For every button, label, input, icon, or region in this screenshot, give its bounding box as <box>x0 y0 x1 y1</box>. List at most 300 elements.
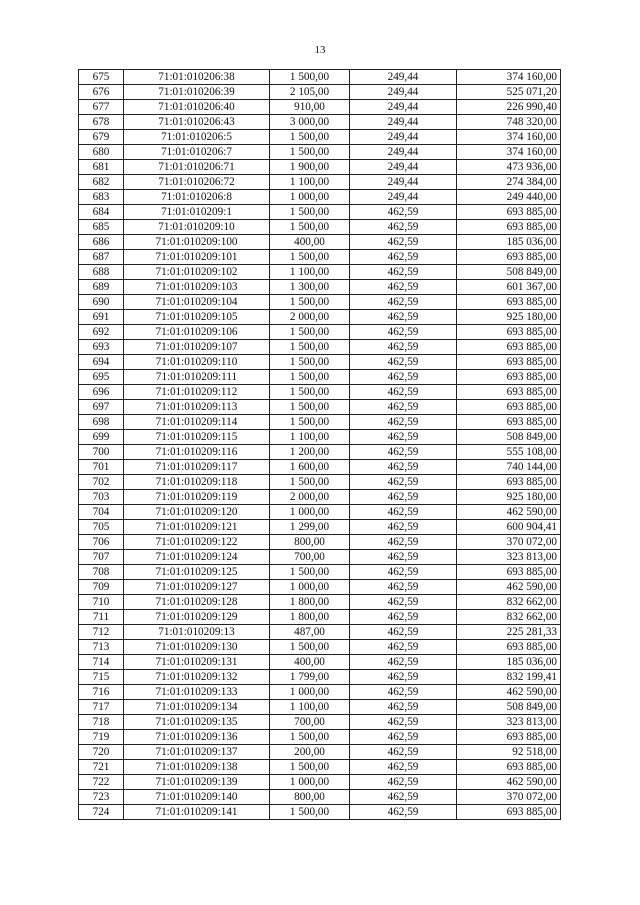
cadastral-number-cell: 71:01:010209:113 <box>124 400 270 415</box>
row-number-cell: 687 <box>79 250 124 265</box>
rate-cell: 249,44 <box>350 85 457 100</box>
rate-cell: 462,59 <box>350 790 457 805</box>
table-row <box>79 625 561 640</box>
area-cell: 1 500,00 <box>270 730 350 745</box>
value-cell: 508 849,00 <box>457 700 561 715</box>
row-number-cell: 690 <box>79 295 124 310</box>
area-cell: 1 100,00 <box>270 175 350 190</box>
table-row <box>79 130 561 145</box>
table-row <box>79 205 561 220</box>
value-cell: 693 885,00 <box>457 205 561 220</box>
rate-cell: 462,59 <box>350 385 457 400</box>
area-cell: 1 000,00 <box>270 580 350 595</box>
value-cell: 274 384,00 <box>457 175 561 190</box>
cadastral-number-cell: 71:01:010209:104 <box>124 295 270 310</box>
area-cell: 1 500,00 <box>270 325 350 340</box>
area-cell: 1 500,00 <box>270 340 350 355</box>
area-cell: 1 500,00 <box>270 760 350 775</box>
value-cell: 462 590,00 <box>457 775 561 790</box>
table-row <box>79 175 561 190</box>
cadastral-number-cell: 71:01:010206:72 <box>124 175 270 190</box>
rate-cell: 249,44 <box>350 130 457 145</box>
table-row <box>79 115 561 130</box>
table-row <box>79 325 561 340</box>
cadastral-number-cell: 71:01:010206:71 <box>124 160 270 175</box>
table-row <box>79 790 561 805</box>
value-cell: 693 885,00 <box>457 370 561 385</box>
area-cell: 910,00 <box>270 100 350 115</box>
row-number-cell: 677 <box>79 100 124 115</box>
table-row <box>79 655 561 670</box>
table-row <box>79 310 561 325</box>
row-number-cell: 705 <box>79 520 124 535</box>
row-number-cell: 679 <box>79 130 124 145</box>
cadastral-number-cell: 71:01:010209:121 <box>124 520 270 535</box>
row-number-cell: 693 <box>79 340 124 355</box>
rate-cell: 462,59 <box>350 265 457 280</box>
cadastral-number-cell: 71:01:010206:8 <box>124 190 270 205</box>
row-number-cell: 699 <box>79 430 124 445</box>
table-row <box>79 190 561 205</box>
area-cell: 1 500,00 <box>270 640 350 655</box>
row-number-cell: 724 <box>79 805 124 820</box>
row-number-cell: 680 <box>79 145 124 160</box>
area-cell: 1 500,00 <box>270 415 350 430</box>
rate-cell: 462,59 <box>350 775 457 790</box>
rate-cell: 462,59 <box>350 685 457 700</box>
cadastral-number-cell: 71:01:010209:114 <box>124 415 270 430</box>
cadastral-number-cell: 71:01:010209:125 <box>124 565 270 580</box>
rate-cell: 462,59 <box>350 430 457 445</box>
area-cell: 1 500,00 <box>270 130 350 145</box>
value-cell: 693 885,00 <box>457 250 561 265</box>
value-cell: 925 180,00 <box>457 490 561 505</box>
area-cell: 1 000,00 <box>270 685 350 700</box>
row-number-cell: 704 <box>79 505 124 520</box>
area-cell: 1 500,00 <box>270 565 350 580</box>
table-row <box>79 715 561 730</box>
cadastral-number-cell: 71:01:010209:111 <box>124 370 270 385</box>
table-row <box>79 250 561 265</box>
value-cell: 555 108,00 <box>457 445 561 460</box>
row-number-cell: 689 <box>79 280 124 295</box>
row-number-cell: 707 <box>79 550 124 565</box>
table-body <box>79 70 561 820</box>
rate-cell: 462,59 <box>350 310 457 325</box>
cadastral-number-cell: 71:01:010209:107 <box>124 340 270 355</box>
rate-cell: 462,59 <box>350 475 457 490</box>
table-row <box>79 385 561 400</box>
value-cell: 693 885,00 <box>457 400 561 415</box>
value-cell: 525 071,20 <box>457 85 561 100</box>
row-number-cell: 702 <box>79 475 124 490</box>
table-row <box>79 85 561 100</box>
cadastral-number-cell: 71:01:010209:140 <box>124 790 270 805</box>
rate-cell: 249,44 <box>350 100 457 115</box>
cadastral-number-cell: 71:01:010209:101 <box>124 250 270 265</box>
value-cell: 370 072,00 <box>457 790 561 805</box>
rate-cell: 462,59 <box>350 625 457 640</box>
area-cell: 1 500,00 <box>270 70 350 85</box>
row-number-cell: 710 <box>79 595 124 610</box>
table-row <box>79 535 561 550</box>
cadastral-number-cell: 71:01:010206:7 <box>124 145 270 160</box>
area-cell: 2 000,00 <box>270 490 350 505</box>
value-cell: 601 367,00 <box>457 280 561 295</box>
rate-cell: 462,59 <box>350 670 457 685</box>
table-row <box>79 475 561 490</box>
cadastral-number-cell: 71:01:010206:38 <box>124 70 270 85</box>
rate-cell: 462,59 <box>350 640 457 655</box>
table-row <box>79 370 561 385</box>
row-number-cell: 711 <box>79 610 124 625</box>
table-row <box>79 640 561 655</box>
cadastral-number-cell: 71:01:010209:13 <box>124 625 270 640</box>
area-cell: 1 300,00 <box>270 280 350 295</box>
cadastral-number-cell: 71:01:010209:102 <box>124 265 270 280</box>
row-number-cell: 684 <box>79 205 124 220</box>
value-cell: 693 885,00 <box>457 355 561 370</box>
table-row <box>79 280 561 295</box>
table-row <box>79 760 561 775</box>
row-number-cell: 700 <box>79 445 124 460</box>
row-number-cell: 692 <box>79 325 124 340</box>
cadastral-number-cell: 71:01:010209:127 <box>124 580 270 595</box>
row-number-cell: 716 <box>79 685 124 700</box>
area-cell: 1 500,00 <box>270 295 350 310</box>
cadastral-number-cell: 71:01:010209:106 <box>124 325 270 340</box>
area-cell: 1 100,00 <box>270 430 350 445</box>
value-cell: 693 885,00 <box>457 640 561 655</box>
value-cell: 693 885,00 <box>457 295 561 310</box>
cadastral-number-cell: 71:01:010209:131 <box>124 655 270 670</box>
table-row <box>79 235 561 250</box>
area-cell: 3 000,00 <box>270 115 350 130</box>
table-row <box>79 415 561 430</box>
value-cell: 693 885,00 <box>457 340 561 355</box>
row-number-cell: 694 <box>79 355 124 370</box>
value-cell: 473 936,00 <box>457 160 561 175</box>
rate-cell: 462,59 <box>350 715 457 730</box>
table-row <box>79 265 561 280</box>
row-number-cell: 681 <box>79 160 124 175</box>
value-cell: 374 160,00 <box>457 130 561 145</box>
value-cell: 832 662,00 <box>457 595 561 610</box>
area-cell: 800,00 <box>270 535 350 550</box>
rate-cell: 462,59 <box>350 550 457 565</box>
table-row <box>79 670 561 685</box>
table-row <box>79 220 561 235</box>
table-row <box>79 700 561 715</box>
value-cell: 323 813,00 <box>457 715 561 730</box>
rate-cell: 462,59 <box>350 535 457 550</box>
rate-cell: 462,59 <box>350 460 457 475</box>
table-row <box>79 340 561 355</box>
value-cell: 374 160,00 <box>457 145 561 160</box>
cadastral-number-cell: 71:01:010209:130 <box>124 640 270 655</box>
row-number-cell: 721 <box>79 760 124 775</box>
cadastral-number-cell: 71:01:010209:138 <box>124 760 270 775</box>
area-cell: 1 500,00 <box>270 400 350 415</box>
row-number-cell: 696 <box>79 385 124 400</box>
area-cell: 1 799,00 <box>270 670 350 685</box>
cadastral-number-cell: 71:01:010209:124 <box>124 550 270 565</box>
rate-cell: 462,59 <box>350 505 457 520</box>
row-number-cell: 718 <box>79 715 124 730</box>
page-number: 13 <box>314 44 326 56</box>
row-number-cell: 686 <box>79 235 124 250</box>
area-cell: 400,00 <box>270 235 350 250</box>
value-cell: 323 813,00 <box>457 550 561 565</box>
value-cell: 832 199,41 <box>457 670 561 685</box>
row-number-cell: 714 <box>79 655 124 670</box>
table-row <box>79 805 561 820</box>
area-cell: 1 100,00 <box>270 700 350 715</box>
rate-cell: 462,59 <box>350 295 457 310</box>
table-row <box>79 595 561 610</box>
cadastral-number-cell: 71:01:010209:103 <box>124 280 270 295</box>
area-cell: 1 100,00 <box>270 265 350 280</box>
value-cell: 508 849,00 <box>457 430 561 445</box>
rate-cell: 249,44 <box>350 145 457 160</box>
cadastral-number-cell: 71:01:010206:5 <box>124 130 270 145</box>
rate-cell: 462,59 <box>350 595 457 610</box>
rate-cell: 462,59 <box>350 760 457 775</box>
cadastral-number-cell: 71:01:010209:139 <box>124 775 270 790</box>
cadastral-number-cell: 71:01:010206:43 <box>124 115 270 130</box>
area-cell: 1 500,00 <box>270 220 350 235</box>
value-cell: 693 885,00 <box>457 730 561 745</box>
cadastral-number-cell: 71:01:010209:1 <box>124 205 270 220</box>
value-cell: 225 281,33 <box>457 625 561 640</box>
cadastral-number-cell: 71:01:010209:10 <box>124 220 270 235</box>
row-number-cell: 723 <box>79 790 124 805</box>
value-cell: 462 590,00 <box>457 580 561 595</box>
rate-cell: 462,59 <box>350 490 457 505</box>
rate-cell: 249,44 <box>350 70 457 85</box>
rate-cell: 462,59 <box>350 400 457 415</box>
area-cell: 1 900,00 <box>270 160 350 175</box>
row-number-cell: 709 <box>79 580 124 595</box>
value-cell: 185 036,00 <box>457 235 561 250</box>
table-row <box>79 775 561 790</box>
rate-cell: 462,59 <box>350 250 457 265</box>
rate-cell: 462,59 <box>350 280 457 295</box>
row-number-cell: 685 <box>79 220 124 235</box>
row-number-cell: 675 <box>79 70 124 85</box>
table-row <box>79 490 561 505</box>
area-cell: 1 000,00 <box>270 505 350 520</box>
area-cell: 1 000,00 <box>270 775 350 790</box>
rate-cell: 462,59 <box>350 205 457 220</box>
rate-cell: 249,44 <box>350 190 457 205</box>
value-cell: 925 180,00 <box>457 310 561 325</box>
value-cell: 693 885,00 <box>457 415 561 430</box>
table-row <box>79 430 561 445</box>
cadastral-number-cell: 71:01:010209:136 <box>124 730 270 745</box>
area-cell: 1 200,00 <box>270 445 350 460</box>
area-cell: 1 500,00 <box>270 805 350 820</box>
cadastral-number-cell: 71:01:010209:118 <box>124 475 270 490</box>
table-row <box>79 70 561 85</box>
row-number-cell: 706 <box>79 535 124 550</box>
table-row <box>79 685 561 700</box>
cadastral-number-cell: 71:01:010209:128 <box>124 595 270 610</box>
table-row <box>79 460 561 475</box>
value-cell: 370 072,00 <box>457 535 561 550</box>
row-number-cell: 701 <box>79 460 124 475</box>
value-cell: 693 885,00 <box>457 220 561 235</box>
cadastral-number-cell: 71:01:010209:116 <box>124 445 270 460</box>
cadastral-number-cell: 71:01:010206:39 <box>124 85 270 100</box>
area-cell: 1 500,00 <box>270 250 350 265</box>
cadastral-number-cell: 71:01:010209:141 <box>124 805 270 820</box>
table-row <box>79 610 561 625</box>
row-number-cell: 698 <box>79 415 124 430</box>
cadastral-number-cell: 71:01:010209:134 <box>124 700 270 715</box>
cadastral-number-cell: 71:01:010209:110 <box>124 355 270 370</box>
rate-cell: 462,59 <box>350 355 457 370</box>
row-number-cell: 697 <box>79 400 124 415</box>
value-cell: 740 144,00 <box>457 460 561 475</box>
table-row <box>79 550 561 565</box>
rate-cell: 462,59 <box>350 580 457 595</box>
cadastral-number-cell: 71:01:010209:112 <box>124 385 270 400</box>
value-cell: 600 904,41 <box>457 520 561 535</box>
rate-cell: 462,59 <box>350 745 457 760</box>
area-cell: 1 500,00 <box>270 145 350 160</box>
area-cell: 200,00 <box>270 745 350 760</box>
value-cell: 374 160,00 <box>457 70 561 85</box>
table-row <box>79 730 561 745</box>
row-number-cell: 720 <box>79 745 124 760</box>
row-number-cell: 682 <box>79 175 124 190</box>
table-row <box>79 745 561 760</box>
cadastral-number-cell: 71:01:010209:122 <box>124 535 270 550</box>
table-row <box>79 355 561 370</box>
value-cell: 693 885,00 <box>457 385 561 400</box>
row-number-cell: 695 <box>79 370 124 385</box>
value-cell: 832 662,00 <box>457 610 561 625</box>
rate-cell: 462,59 <box>350 565 457 580</box>
row-number-cell: 717 <box>79 700 124 715</box>
rate-cell: 462,59 <box>350 235 457 250</box>
area-cell: 700,00 <box>270 550 350 565</box>
rate-cell: 462,59 <box>350 415 457 430</box>
rate-cell: 462,59 <box>350 325 457 340</box>
cadastral-number-cell: 71:01:010206:40 <box>124 100 270 115</box>
table-row <box>79 295 561 310</box>
area-cell: 1 500,00 <box>270 355 350 370</box>
row-number-cell: 703 <box>79 490 124 505</box>
row-number-cell: 708 <box>79 565 124 580</box>
cadastral-number-cell: 71:01:010209:115 <box>124 430 270 445</box>
area-cell: 1 500,00 <box>270 475 350 490</box>
rate-cell: 462,59 <box>350 520 457 535</box>
table-row <box>79 580 561 595</box>
area-cell: 1 500,00 <box>270 385 350 400</box>
cadastral-number-cell: 71:01:010209:135 <box>124 715 270 730</box>
value-cell: 185 036,00 <box>457 655 561 670</box>
value-cell: 249 440,00 <box>457 190 561 205</box>
area-cell: 1 800,00 <box>270 595 350 610</box>
cadastral-number-cell: 71:01:010209:119 <box>124 490 270 505</box>
area-cell: 2 105,00 <box>270 85 350 100</box>
row-number-cell: 712 <box>79 625 124 640</box>
rate-cell: 249,44 <box>350 115 457 130</box>
cadastral-number-cell: 71:01:010209:129 <box>124 610 270 625</box>
value-cell: 693 885,00 <box>457 325 561 340</box>
value-cell: 693 885,00 <box>457 805 561 820</box>
area-cell: 1 500,00 <box>270 205 350 220</box>
row-number-cell: 683 <box>79 190 124 205</box>
row-number-cell: 676 <box>79 85 124 100</box>
area-cell: 1 600,00 <box>270 460 350 475</box>
value-cell: 693 885,00 <box>457 565 561 580</box>
rate-cell: 462,59 <box>350 370 457 385</box>
rate-cell: 249,44 <box>350 160 457 175</box>
row-number-cell: 719 <box>79 730 124 745</box>
table-row <box>79 100 561 115</box>
cadastral-number-cell: 71:01:010209:105 <box>124 310 270 325</box>
rate-cell: 462,59 <box>350 700 457 715</box>
value-cell: 693 885,00 <box>457 475 561 490</box>
cadastral-number-cell: 71:01:010209:132 <box>124 670 270 685</box>
cadastral-number-cell: 71:01:010209:133 <box>124 685 270 700</box>
value-cell: 92 518,00 <box>457 745 561 760</box>
area-cell: 400,00 <box>270 655 350 670</box>
cadastral-number-cell: 71:01:010209:137 <box>124 745 270 760</box>
table-row <box>79 520 561 535</box>
value-cell: 462 590,00 <box>457 505 561 520</box>
value-cell: 748 320,00 <box>457 115 561 130</box>
table-row <box>79 160 561 175</box>
rate-cell: 462,59 <box>350 220 457 235</box>
table-row <box>79 145 561 160</box>
area-cell: 1 299,00 <box>270 520 350 535</box>
cadastral-number-cell: 71:01:010209:117 <box>124 460 270 475</box>
land-plot-table <box>78 69 561 820</box>
area-cell: 1 800,00 <box>270 610 350 625</box>
area-cell: 2 000,00 <box>270 310 350 325</box>
table-row <box>79 565 561 580</box>
row-number-cell: 715 <box>79 670 124 685</box>
row-number-cell: 713 <box>79 640 124 655</box>
value-cell: 508 849,00 <box>457 265 561 280</box>
rate-cell: 462,59 <box>350 805 457 820</box>
cadastral-number-cell: 71:01:010209:120 <box>124 505 270 520</box>
rate-cell: 462,59 <box>350 445 457 460</box>
area-cell: 487,00 <box>270 625 350 640</box>
area-cell: 1 000,00 <box>270 190 350 205</box>
value-cell: 226 990,40 <box>457 100 561 115</box>
rate-cell: 462,59 <box>350 340 457 355</box>
row-number-cell: 691 <box>79 310 124 325</box>
value-cell: 693 885,00 <box>457 760 561 775</box>
rate-cell: 462,59 <box>350 655 457 670</box>
table-row <box>79 400 561 415</box>
value-cell: 462 590,00 <box>457 685 561 700</box>
table-row <box>79 505 561 520</box>
area-cell: 1 500,00 <box>270 370 350 385</box>
area-cell: 700,00 <box>270 715 350 730</box>
row-number-cell: 678 <box>79 115 124 130</box>
rate-cell: 249,44 <box>350 175 457 190</box>
rate-cell: 462,59 <box>350 610 457 625</box>
area-cell: 800,00 <box>270 790 350 805</box>
row-number-cell: 722 <box>79 775 124 790</box>
row-number-cell: 688 <box>79 265 124 280</box>
